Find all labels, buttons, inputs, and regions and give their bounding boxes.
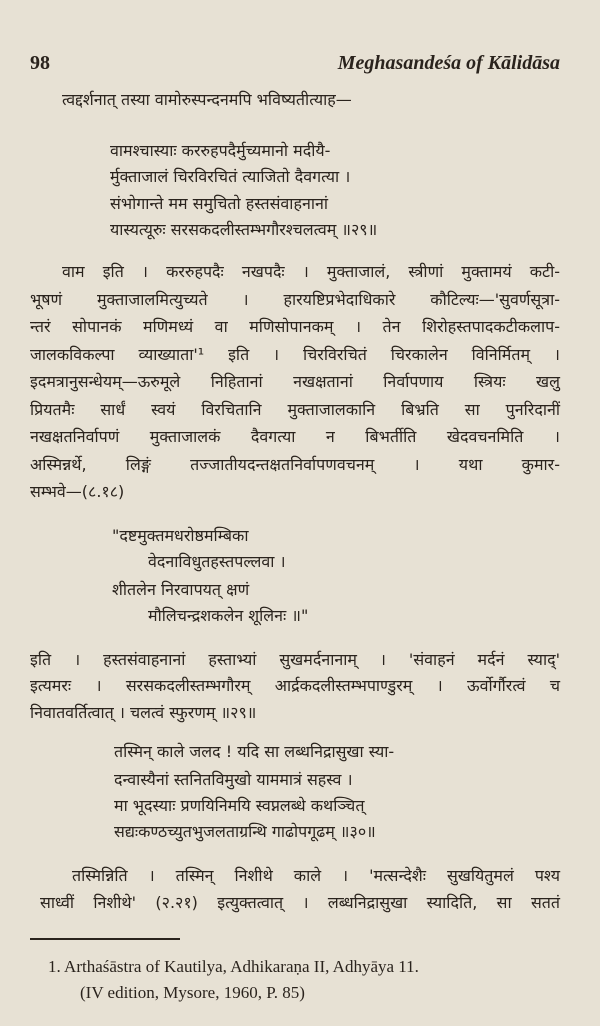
commentary-line: जालकविकल्पा व्याख्याता'¹ इति । चिरविरचितं चिरकालेन विनिर्मितम् । [30,345,560,364]
commentary-line: अस्मिन्नर्थे, लिङ्गं तज्जातीयदन्तक्षतनिर्वापणवचनम् । यथा कुमार- [30,455,560,474]
verse-line: दन्वास्यैनां स्तनितविमुखो याममात्रं सहस्व । [114,770,353,789]
running-title: Meghasandeśa of Kālidāsa [337,52,560,74]
commentary-line: इति । हस्तसंवाहनानां हस्ताभ्यां सुखमर्दनानाम् । 'संवाहनं मर्दनं स्याद्' [30,650,560,669]
commentary-line: भूषणं मुक्ताजालमित्युच्यते । हारयष्टिप्रभेदाधिकारे कौटिल्यः—'सुवर्णसूत्रा- [30,290,560,309]
commentary-line: इदमत्रानुसन्धेयम्—ऊरुमूले निहितानां नखक्षतानां निर्वापणाय स्त्रियः खलु [30,372,560,391]
verse-line: सद्यःकण्ठच्युतभुजलताग्रन्थि गाढोपगूढम् ॥३०॥ [114,822,376,841]
footnote-line: 1. Arthaśāstra of Kautilya, Adhikaraṇa II, Adhyāya 11. [48,957,419,976]
commentary-line: प्रियतमैः सार्धं स्वयं विरचितानि मुक्ताजालकानि बिभ्रति सा पुनरिदानीं [30,400,560,419]
footnote-divider [30,938,180,940]
verse-line: यास्यत्यूरुः सरसकदलीस्तम्भगौरश्चलत्वम् ॥२९॥ [110,220,378,239]
verse-line: तस्मिन् काले जलद ! यदि सा लब्धनिद्रासुखा स्या- [114,742,395,761]
commentary-line: तस्मिन्निति । तस्मिन् निशीथे काले । 'मत्सन्देशैः सुखयितुमलं पश्य [72,866,560,885]
footnote-line: (IV edition, Mysore, 1960, P. 85) [80,983,305,1002]
commentary-line: न्तरं सोपानकं मणिमध्यं वा मणिसोपानकम् । तेन शिरोहस्तपादकटीकलाप- [30,317,560,336]
commentary-line: इत्यमरः । सरसकदलीस्तम्भगौरम् आर्द्रकदलीस्तम्भपाण्डुरम् । ऊर्वोर्गौरत्वं च [30,676,560,695]
intro-line: त्वद्दर्शनात् तस्या वामोरुस्पन्दनमपि भविष्यतीत्याह— [62,90,352,109]
commentary-line: वाम इति । कररुहपदैः नखपदैः । मुक्ताजालं, स्त्रीणां मुक्तामयं कटी- [62,262,560,281]
verse-line: वामश्चास्याः कररुहपदैर्मुच्यमानो मदीयै- [110,141,331,160]
quote-line: वेदनाविधुतहस्तपल्लवा । [148,552,286,571]
quote-line: "दष्टमुक्तमधरोष्ठमम्बिका [112,526,249,545]
quote-line: शीतलेन निरवापयत् क्षणं [112,580,250,599]
commentary-line: सम्भवे—(८.१८) [30,482,125,501]
verse-line: मा भूदस्याः प्रणयिनिमयि स्वप्नलब्धे कथञ्चित् [114,796,365,815]
commentary-line: साध्वीं निशीथे' (२.२१) इत्युक्तत्वात् । लब्धनिद्रासुखा स्यादिति, सा सततं [40,893,560,912]
commentary-line: निवातवर्तित्वात् । चलत्वं स्फुरणम् ॥२९॥ [30,703,257,722]
commentary-line: नखक्षतनिर्वापणं मुक्ताजालकं दैवगत्या न बिभर्तीति खेदवचनमिति । [30,427,560,446]
quote-line: मौलिचन्द्रशकलेन शूलिनः ॥" [148,606,309,625]
verse-line: संभोगान्ते मम समुचितो हस्तसंवाहनानां [110,194,328,213]
page-number: 98 [30,52,50,74]
verse-line: र्मुक्ताजालं चिरविरचितं त्याजितो दैवगत्या । [110,167,351,186]
